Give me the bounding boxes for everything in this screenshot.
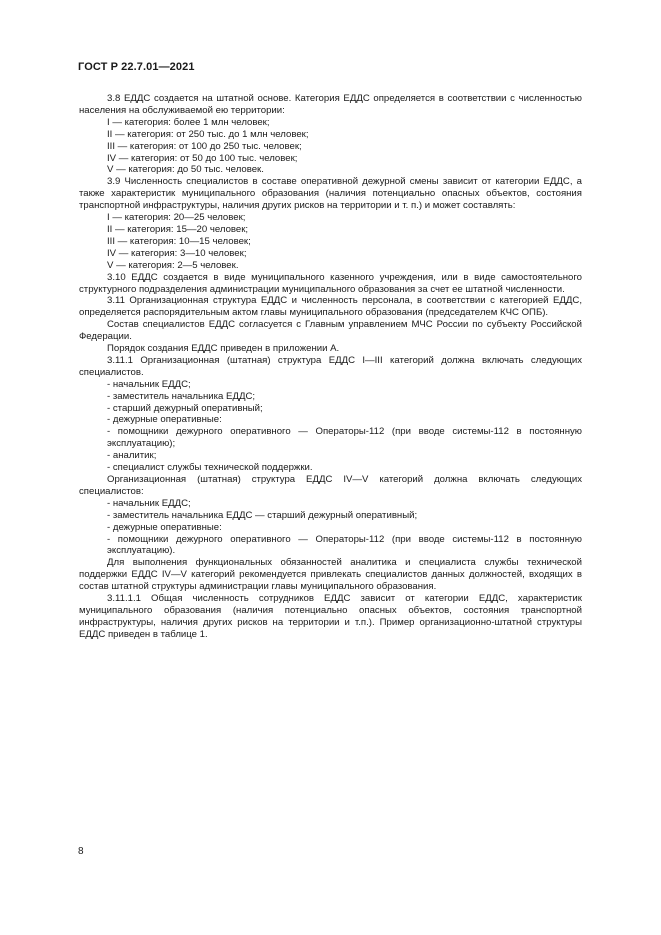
list-item: - старший дежурный оперативный;	[107, 402, 263, 414]
list-item: V — категория: 2—5 человек.	[107, 259, 239, 271]
list-item: - аналитик;	[107, 450, 157, 462]
list-item: - специалист службы технической поддержки.	[107, 462, 313, 474]
list-item: I — категория: более 1 млн человек;	[107, 116, 270, 128]
list-item: - помощники дежурного оперативного — Операторы-112 (при вводе системы-112 в постоянную эксплуатацию);	[107, 426, 582, 450]
paragraph: Порядок создания ЕДДС приведен в приложении А.	[107, 343, 340, 355]
paragraph: Для выполнения функциональных обязанностей аналитика и специалиста службы технической поддержки ЕДДС IV—V категорий рекомендуется привлекать специалистов данных должностей, входящих в состав штатной структуры администрации главы муниципального образования.	[79, 557, 582, 593]
list-item: - заместитель начальника ЕДДС;	[107, 390, 256, 402]
list-item: - заместитель начальника ЕДДС — старший дежурный оперативный;	[107, 509, 418, 521]
paragraph: Состав специалистов ЕДДС согласуется с Главным управлением МЧС России по субъекту Российской Федерации.	[79, 319, 582, 343]
paragraph: 3.11.1 Организационная (штатная) структура ЕДДС I—III категорий должна включать следующих специалистов.	[79, 354, 582, 378]
list-item: II — категория: 15—20 человек;	[107, 223, 249, 235]
list-item: IV — категория: 3—10 человек;	[107, 247, 247, 259]
list-item: V — категория: до 50 тыс. человек.	[107, 164, 264, 176]
list-item: III — категория: 10—15 человек;	[107, 235, 251, 247]
page-number: 8	[78, 846, 84, 857]
paragraph: 3.11 Организационная структура ЕДДС и численность персонала, в соответствии с категорией ЕДДС, определяется распорядительным актом главы муниципального образования (председателем КЧС ОПБ).	[79, 295, 582, 319]
paragraph: 3.10 ЕДДС создается в виде муниципального казенного учреждения, или в виде самостоятельного структурного подразделения администрации муниципального образования за счет ее штатной численности.	[79, 271, 582, 295]
paragraph: Организационная (штатная) структура ЕДДС IV—V категорий должна включать следующих специалистов:	[79, 474, 582, 497]
paragraph: 3.11.1.1 Общая численность сотрудников ЕДДС зависит от категории ЕДДС, характеристик муниципального образования (наличия потенциально опасных объектов, состояния транспортной инфраструктуры, наличия других рисков на территории и т.п.). Пример организационно-штатной структуры ЕДДС приведен в таблице 1.	[79, 593, 582, 640]
document-header: ГОСТ Р 22.7.01—2021	[78, 61, 195, 73]
document-body	[79, 93, 582, 641]
list-item: III — категория: от 100 до 250 тыс. человек;	[107, 140, 302, 152]
list-item: - помощники дежурного оперативного — Операторы-112 (при вводе системы-112 в постоянную эксплуатацию).	[107, 533, 582, 557]
list-item: IV — категория: от 50 до 100 тыс. человек;	[107, 152, 298, 164]
paragraph: 3.9 Численность специалистов в составе оперативной дежурной смены зависит от категории ЕДДС, а также характеристик муниципального образования (наличия потенциально опасных объектов, состояния транспортной инфраструктуры, наличия других рисков на территории и т. п.) и может составлять:	[79, 176, 582, 212]
list-item: II — категория: от 250 тыс. до 1 млн человек;	[107, 128, 309, 140]
list-item: I — категория: 20—25 человек;	[107, 212, 246, 224]
list-item: - дежурные оперативные:	[107, 414, 222, 426]
paragraph: 3.8 ЕДДС создается на штатной основе. Категория ЕДДС определяется в соответствии с численностью населения на обслуживаемой ею территории:	[79, 93, 582, 116]
list-item: - начальник ЕДДС;	[107, 378, 191, 390]
list-item: - дежурные оперативные:	[107, 521, 222, 533]
list-item: - начальник ЕДДС;	[107, 497, 191, 509]
